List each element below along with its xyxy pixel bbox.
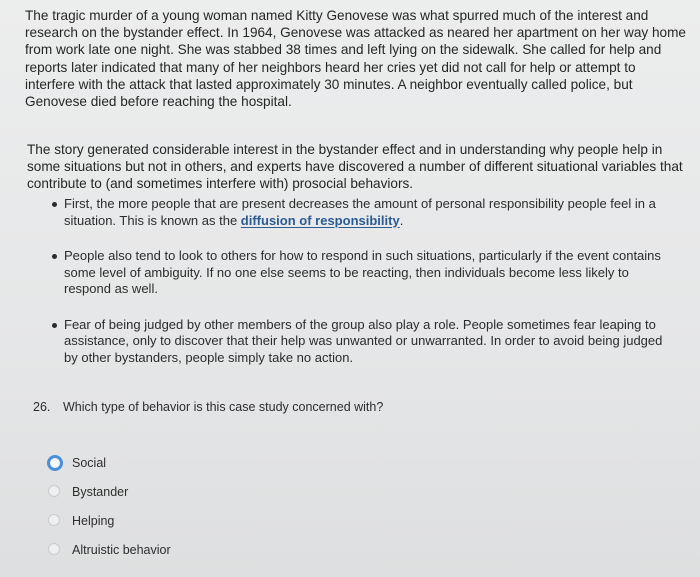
paragraph-bystander-effect: The story generated considerable interest in the bystander effect and in understanding why people help in some situations but not in others, and experts have discovered a number of different situational variables that contribute to (and sometimes interfere with) prosocial behaviors. bbox=[27, 142, 683, 192]
option-helping[interactable] bbox=[48, 512, 171, 541]
bullet-text: Fear of being judged by other members of the group also play a role. People sometimes fear leaping to assistance, only to discover that their help was unwanted or unwarranted. In order to avoid being judged by other bystanders, people simply take no action. bbox=[64, 316, 663, 365]
bullet-icon bbox=[52, 323, 57, 328]
option-label: Bystander bbox=[72, 485, 129, 499]
diffusion-of-responsibility-link[interactable]: diffusion of responsibility bbox=[240, 212, 400, 228]
bullet-icon bbox=[52, 254, 57, 259]
bullet-fear-of-judgment bbox=[40, 317, 668, 367]
question-text: Which type of behavior is this case study concerned with? bbox=[63, 400, 384, 414]
radio-icon[interactable] bbox=[48, 543, 60, 555]
bullet-diffusion-of-responsibility bbox=[40, 196, 668, 229]
radio-selected-icon[interactable] bbox=[47, 455, 63, 471]
option-label: Altruistic behavior bbox=[72, 543, 171, 557]
question-26 bbox=[33, 399, 383, 415]
option-bystander[interactable] bbox=[48, 483, 171, 512]
bullet-text: First, the more people that are present decreases the amount of personal responsibility people feel in a situation. This is known as the bbox=[64, 196, 656, 228]
radio-icon[interactable] bbox=[48, 485, 60, 497]
situational-variables-list bbox=[40, 196, 668, 366]
bullet-social-cues bbox=[40, 248, 668, 298]
option-label: Social bbox=[72, 456, 107, 470]
radio-icon[interactable] bbox=[48, 514, 60, 526]
option-altruistic-behavior[interactable] bbox=[48, 541, 171, 570]
question-number: 26. bbox=[33, 400, 51, 414]
paragraph-kitty-genovese: The tragic murder of a young woman named Kitty Genovese was what spurred much of the interest and research on the bystander effect. In 1964, Genovese was attacked as neared her apartment on her way home from work late one night. She was stabbed 38 times and left lying on the sidewalk. She called for help and reports later indicated that many of her neighbors heard her cries yet did not call for help or attempt to interfere with the attack that lasted approximately 30 minutes. A neighbor eventually called police, but Genovese died before reaching the hospital. bbox=[25, 8, 686, 110]
option-social[interactable] bbox=[48, 454, 171, 483]
bullet-text-end: . bbox=[399, 212, 404, 228]
bullet-text: People also tend to look to others for how to respond in such situations, particularly if the event contains some level of ambiguity. If no one else seems to be reacting, then individuals become less likely to respond as well. bbox=[64, 248, 661, 296]
bullet-icon bbox=[52, 202, 57, 207]
answer-options bbox=[48, 454, 171, 570]
option-label: Helping bbox=[72, 514, 115, 528]
